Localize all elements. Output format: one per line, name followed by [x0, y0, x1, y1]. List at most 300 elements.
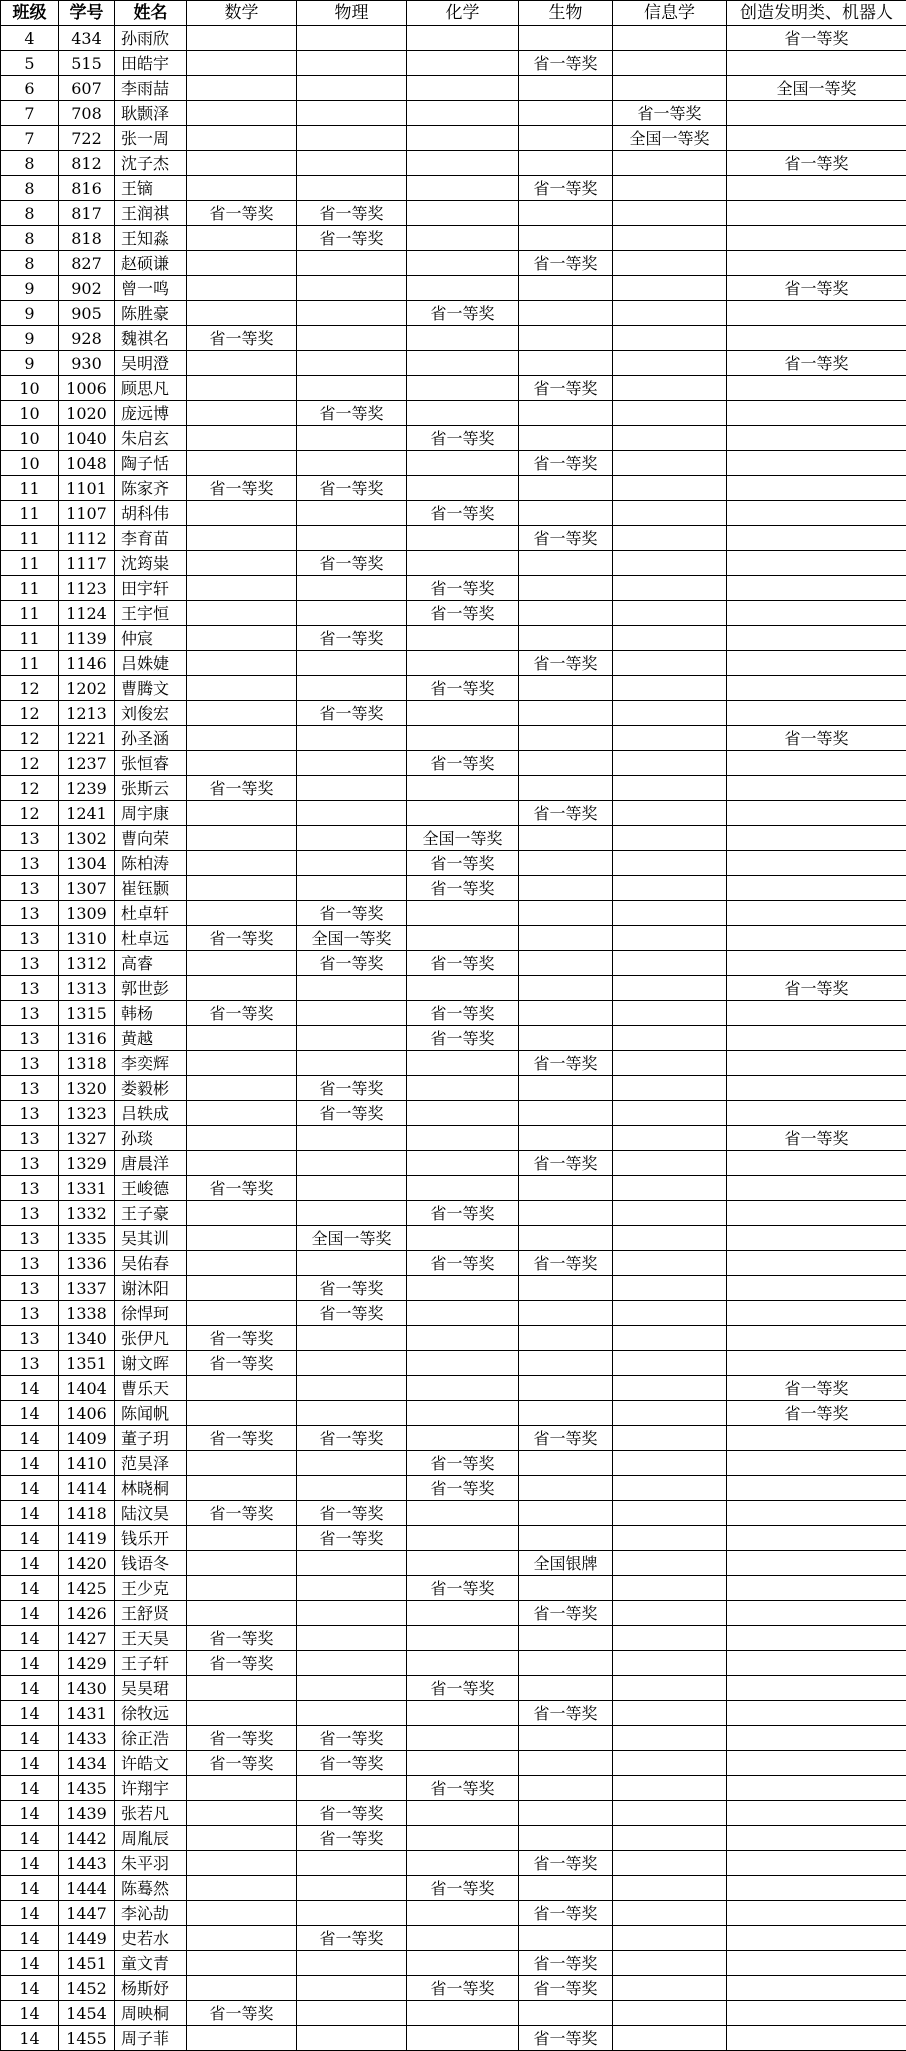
cell-invention-robotics — [727, 1601, 906, 1626]
cell-chemistry: 省一等奖 — [407, 1576, 519, 1601]
cell-invention-robotics — [727, 851, 906, 876]
cell-physics — [297, 1026, 407, 1051]
cell-invention-robotics — [727, 1226, 906, 1251]
cell-informatics — [613, 1226, 727, 1251]
cell-informatics — [613, 1701, 727, 1726]
table-row — [1, 651, 906, 676]
cell-informatics — [613, 726, 727, 751]
cell-invention-robotics — [727, 1451, 906, 1476]
cell-name: 周映桐 — [115, 2001, 187, 2026]
cell-informatics — [613, 1551, 727, 1576]
cell-invention-robotics — [727, 201, 906, 226]
header-physics: 物理 — [297, 1, 407, 26]
cell-math — [187, 1201, 297, 1226]
cell-informatics — [613, 926, 727, 951]
table-row — [1, 1901, 906, 1926]
table-row — [1, 1676, 906, 1701]
cell-informatics — [613, 776, 727, 801]
cell-biology — [519, 1501, 613, 1526]
cell-name: 崔钰颢 — [115, 876, 187, 901]
cell-student-id: 1327 — [59, 1126, 115, 1151]
cell-biology — [519, 326, 613, 351]
table-row — [1, 1251, 906, 1276]
table-row — [1, 301, 906, 326]
cell-math — [187, 376, 297, 401]
table-row — [1, 526, 906, 551]
cell-class: 12 — [1, 776, 59, 801]
cell-student-id: 1336 — [59, 1251, 115, 1276]
cell-physics: 省一等奖 — [297, 551, 407, 576]
cell-physics — [297, 876, 407, 901]
cell-chemistry — [407, 1751, 519, 1776]
cell-invention-robotics — [727, 601, 906, 626]
cell-informatics — [613, 826, 727, 851]
cell-class: 12 — [1, 751, 59, 776]
table-row — [1, 1726, 906, 1751]
table-row — [1, 901, 906, 926]
table-row — [1, 1326, 906, 1351]
cell-name: 王润祺 — [115, 201, 187, 226]
cell-student-id: 1410 — [59, 1451, 115, 1476]
cell-invention-robotics — [727, 901, 906, 926]
cell-class: 7 — [1, 126, 59, 151]
cell-class: 14 — [1, 1851, 59, 1876]
cell-invention-robotics — [727, 1801, 906, 1826]
cell-physics — [297, 1051, 407, 1076]
cell-informatics — [613, 876, 727, 901]
cell-physics — [297, 1676, 407, 1701]
cell-student-id: 1454 — [59, 2001, 115, 2026]
cell-math — [187, 1476, 297, 1501]
cell-biology: 省一等奖 — [519, 1426, 613, 1451]
cell-chemistry — [407, 101, 519, 126]
cell-math — [187, 651, 297, 676]
cell-chemistry — [407, 976, 519, 1001]
cell-class: 12 — [1, 701, 59, 726]
cell-informatics — [613, 1501, 727, 1526]
cell-student-id: 1123 — [59, 576, 115, 601]
cell-chemistry: 省一等奖 — [407, 1476, 519, 1501]
cell-biology — [519, 1001, 613, 1026]
cell-name: 吕姝婕 — [115, 651, 187, 676]
cell-math — [187, 751, 297, 776]
cell-physics — [297, 51, 407, 76]
cell-biology — [519, 1751, 613, 1776]
cell-biology: 省一等奖 — [519, 1151, 613, 1176]
cell-name: 魏祺名 — [115, 326, 187, 351]
cell-biology — [519, 1826, 613, 1851]
cell-class: 13 — [1, 1126, 59, 1151]
cell-informatics — [613, 1951, 727, 1976]
cell-physics — [297, 301, 407, 326]
cell-math — [187, 601, 297, 626]
cell-math: 省一等奖 — [187, 776, 297, 801]
cell-name: 高睿 — [115, 951, 187, 976]
cell-class: 13 — [1, 976, 59, 1001]
cell-chemistry: 省一等奖 — [407, 951, 519, 976]
cell-class: 9 — [1, 301, 59, 326]
cell-class: 14 — [1, 1801, 59, 1826]
cell-math — [187, 901, 297, 926]
cell-name: 王天昊 — [115, 1626, 187, 1651]
cell-class: 11 — [1, 601, 59, 626]
cell-biology: 省一等奖 — [519, 526, 613, 551]
cell-physics — [297, 101, 407, 126]
cell-name: 王子轩 — [115, 1651, 187, 1676]
cell-biology — [519, 976, 613, 1001]
header-class: 班级 — [1, 1, 59, 26]
cell-informatics — [613, 851, 727, 876]
cell-biology — [519, 26, 613, 51]
table-row — [1, 351, 906, 376]
cell-biology — [519, 1726, 613, 1751]
cell-biology: 省一等奖 — [519, 1701, 613, 1726]
cell-physics: 省一等奖 — [297, 626, 407, 651]
table-row — [1, 751, 906, 776]
cell-math — [187, 401, 297, 426]
cell-informatics — [613, 1826, 727, 1851]
cell-name: 童文青 — [115, 1951, 187, 1976]
cell-invention-robotics: 省一等奖 — [727, 26, 906, 51]
cell-invention-robotics: 省一等奖 — [727, 351, 906, 376]
cell-invention-robotics — [727, 576, 906, 601]
cell-chemistry — [407, 151, 519, 176]
cell-student-id: 1455 — [59, 2026, 115, 2051]
cell-invention-robotics — [727, 226, 906, 251]
cell-class: 11 — [1, 526, 59, 551]
cell-biology — [519, 601, 613, 626]
cell-name: 徐正浩 — [115, 1726, 187, 1751]
cell-physics — [297, 1651, 407, 1676]
cell-biology — [519, 151, 613, 176]
cell-class: 13 — [1, 1051, 59, 1076]
table-row — [1, 276, 906, 301]
cell-math: 省一等奖 — [187, 1726, 297, 1751]
cell-informatics — [613, 1326, 727, 1351]
cell-biology: 全国银牌 — [519, 1551, 613, 1576]
cell-student-id: 1221 — [59, 726, 115, 751]
table-row — [1, 926, 906, 951]
cell-informatics — [613, 1176, 727, 1201]
cell-student-id: 1146 — [59, 651, 115, 676]
cell-physics — [297, 176, 407, 201]
table-row — [1, 1801, 906, 1826]
cell-physics — [297, 1701, 407, 1726]
cell-student-id: 1316 — [59, 1026, 115, 1051]
cell-student-id: 1006 — [59, 376, 115, 401]
cell-chemistry — [407, 1176, 519, 1201]
cell-biology — [519, 101, 613, 126]
cell-biology — [519, 851, 613, 876]
table-row — [1, 426, 906, 451]
cell-name: 张恒睿 — [115, 751, 187, 776]
cell-biology — [519, 276, 613, 301]
cell-name: 唐晨洋 — [115, 1151, 187, 1176]
cell-name: 胡科伟 — [115, 501, 187, 526]
table-row — [1, 1576, 906, 1601]
cell-student-id: 1313 — [59, 976, 115, 1001]
cell-name: 陈胜豪 — [115, 301, 187, 326]
cell-invention-robotics: 省一等奖 — [727, 976, 906, 1001]
cell-biology — [519, 551, 613, 576]
table-row — [1, 1651, 906, 1676]
table-row — [1, 1601, 906, 1626]
cell-biology — [519, 876, 613, 901]
cell-math — [187, 876, 297, 901]
cell-student-id: 1447 — [59, 1901, 115, 1926]
cell-chemistry — [407, 1501, 519, 1526]
table-row — [1, 26, 906, 51]
cell-math — [187, 1601, 297, 1626]
cell-biology — [519, 501, 613, 526]
cell-name: 沈筠粜 — [115, 551, 187, 576]
cell-chemistry: 省一等奖 — [407, 1976, 519, 2001]
cell-physics — [297, 976, 407, 1001]
cell-informatics — [613, 1851, 727, 1876]
cell-informatics — [613, 151, 727, 176]
cell-math — [187, 1901, 297, 1926]
cell-name: 徐牧远 — [115, 1701, 187, 1726]
cell-biology: 省一等奖 — [519, 1976, 613, 2001]
cell-chemistry — [407, 76, 519, 101]
cell-student-id: 1443 — [59, 1851, 115, 1876]
cell-informatics — [613, 601, 727, 626]
cell-student-id: 902 — [59, 276, 115, 301]
cell-informatics — [613, 1376, 727, 1401]
cell-chemistry — [407, 801, 519, 826]
cell-informatics — [613, 226, 727, 251]
cell-class: 11 — [1, 576, 59, 601]
cell-student-id: 1425 — [59, 1576, 115, 1601]
cell-physics — [297, 1476, 407, 1501]
cell-informatics — [613, 651, 727, 676]
cell-class: 11 — [1, 551, 59, 576]
cell-name: 史若水 — [115, 1926, 187, 1951]
table-row — [1, 776, 906, 801]
cell-informatics — [613, 1676, 727, 1701]
cell-chemistry — [407, 251, 519, 276]
cell-invention-robotics — [727, 1676, 906, 1701]
cell-name: 孙雨欣 — [115, 26, 187, 51]
cell-biology — [519, 1801, 613, 1826]
cell-class: 13 — [1, 1326, 59, 1351]
cell-informatics — [613, 551, 727, 576]
cell-physics: 省一等奖 — [297, 476, 407, 501]
cell-invention-robotics — [727, 1076, 906, 1101]
cell-biology: 省一等奖 — [519, 251, 613, 276]
cell-physics — [297, 751, 407, 776]
cell-math — [187, 801, 297, 826]
table-row — [1, 1226, 906, 1251]
cell-biology — [519, 1451, 613, 1476]
table-row — [1, 851, 906, 876]
cell-name: 郭世彭 — [115, 976, 187, 1001]
cell-invention-robotics — [727, 126, 906, 151]
cell-name: 娄毅彬 — [115, 1076, 187, 1101]
cell-chemistry: 省一等奖 — [407, 1676, 519, 1701]
cell-informatics — [613, 1976, 727, 2001]
cell-math — [187, 301, 297, 326]
cell-math: 省一等奖 — [187, 1626, 297, 1651]
cell-class: 13 — [1, 926, 59, 951]
cell-name: 王宇恒 — [115, 601, 187, 626]
cell-student-id: 1048 — [59, 451, 115, 476]
cell-chemistry — [407, 1926, 519, 1951]
cell-class: 8 — [1, 226, 59, 251]
cell-class: 14 — [1, 1401, 59, 1426]
cell-informatics — [613, 1001, 727, 1026]
cell-math — [187, 26, 297, 51]
cell-physics: 省一等奖 — [297, 1276, 407, 1301]
cell-chemistry — [407, 1076, 519, 1101]
cell-biology — [519, 1651, 613, 1676]
cell-name: 王少克 — [115, 1576, 187, 1601]
cell-biology — [519, 1076, 613, 1101]
cell-invention-robotics — [727, 826, 906, 851]
cell-invention-robotics — [727, 1101, 906, 1126]
header-invention-robotics: 创造发明类、机器人 — [727, 1, 906, 26]
cell-class: 14 — [1, 1576, 59, 1601]
cell-chemistry — [407, 926, 519, 951]
cell-math: 省一等奖 — [187, 926, 297, 951]
cell-invention-robotics — [727, 101, 906, 126]
cell-physics: 省一等奖 — [297, 1501, 407, 1526]
cell-chemistry: 省一等奖 — [407, 751, 519, 776]
cell-student-id: 1139 — [59, 626, 115, 651]
cell-class: 14 — [1, 1501, 59, 1526]
cell-student-id: 1409 — [59, 1426, 115, 1451]
cell-math — [187, 1376, 297, 1401]
cell-class: 13 — [1, 1101, 59, 1126]
cell-biology — [519, 1101, 613, 1126]
cell-physics — [297, 776, 407, 801]
cell-math: 省一等奖 — [187, 1001, 297, 1026]
cell-biology: 省一等奖 — [519, 1851, 613, 1876]
cell-chemistry — [407, 1951, 519, 1976]
cell-physics — [297, 1976, 407, 2001]
cell-physics — [297, 1451, 407, 1476]
cell-informatics — [613, 1276, 727, 1301]
cell-informatics — [613, 1301, 727, 1326]
table-row — [1, 951, 906, 976]
cell-chemistry — [407, 51, 519, 76]
cell-name: 曹腾文 — [115, 676, 187, 701]
cell-class: 14 — [1, 1376, 59, 1401]
cell-class: 7 — [1, 101, 59, 126]
cell-math — [187, 1526, 297, 1551]
cell-student-id: 1338 — [59, 1301, 115, 1326]
cell-invention-robotics — [727, 1876, 906, 1901]
cell-informatics — [613, 201, 727, 226]
cell-class: 10 — [1, 426, 59, 451]
cell-math — [187, 826, 297, 851]
table-row — [1, 226, 906, 251]
cell-chemistry — [407, 351, 519, 376]
cell-invention-robotics: 省一等奖 — [727, 276, 906, 301]
cell-student-id: 1426 — [59, 1601, 115, 1626]
cell-physics — [297, 501, 407, 526]
cell-class: 11 — [1, 476, 59, 501]
cell-chemistry — [407, 1126, 519, 1151]
table-row — [1, 126, 906, 151]
cell-invention-robotics — [727, 1901, 906, 1926]
cell-invention-robotics: 省一等奖 — [727, 151, 906, 176]
table-row — [1, 1951, 906, 1976]
cell-class: 13 — [1, 1201, 59, 1226]
cell-physics — [297, 1126, 407, 1151]
table-row — [1, 601, 906, 626]
cell-physics — [297, 826, 407, 851]
cell-name: 周子菲 — [115, 2026, 187, 2051]
cell-class: 5 — [1, 51, 59, 76]
cell-math — [187, 851, 297, 876]
cell-biology — [519, 1676, 613, 1701]
cell-math: 省一等奖 — [187, 201, 297, 226]
table-body — [1, 26, 906, 2051]
table-row — [1, 551, 906, 576]
cell-name: 谢沐阳 — [115, 1276, 187, 1301]
table-row — [1, 1276, 906, 1301]
cell-math: 省一等奖 — [187, 326, 297, 351]
cell-informatics — [613, 1201, 727, 1226]
cell-class: 8 — [1, 176, 59, 201]
cell-invention-robotics — [727, 1851, 906, 1876]
cell-name: 王子豪 — [115, 1201, 187, 1226]
cell-invention-robotics: 省一等奖 — [727, 1126, 906, 1151]
cell-math — [187, 1776, 297, 1801]
cell-student-id: 1107 — [59, 501, 115, 526]
cell-informatics — [613, 676, 727, 701]
cell-class: 9 — [1, 276, 59, 301]
cell-student-id: 930 — [59, 351, 115, 376]
cell-invention-robotics — [727, 301, 906, 326]
cell-invention-robotics — [727, 1476, 906, 1501]
cell-biology — [519, 1301, 613, 1326]
cell-invention-robotics — [727, 501, 906, 526]
cell-class: 10 — [1, 451, 59, 476]
cell-informatics — [613, 526, 727, 551]
cell-physics: 省一等奖 — [297, 901, 407, 926]
cell-chemistry: 省一等奖 — [407, 1451, 519, 1476]
table-row — [1, 826, 906, 851]
cell-student-id: 1444 — [59, 1876, 115, 1901]
cell-physics — [297, 1851, 407, 1876]
cell-name: 张斯云 — [115, 776, 187, 801]
cell-student-id: 812 — [59, 151, 115, 176]
table-row — [1, 726, 906, 751]
cell-math: 省一等奖 — [187, 2001, 297, 2026]
cell-informatics — [613, 1601, 727, 1626]
cell-name: 张伊凡 — [115, 1326, 187, 1351]
cell-invention-robotics — [727, 1001, 906, 1026]
header-name: 姓名 — [115, 1, 187, 26]
cell-informatics — [613, 1576, 727, 1601]
cell-name: 孙琰 — [115, 1126, 187, 1151]
cell-chemistry: 省一等奖 — [407, 1026, 519, 1051]
cell-invention-robotics — [727, 1151, 906, 1176]
cell-informatics — [613, 1251, 727, 1276]
cell-math: 省一等奖 — [187, 1176, 297, 1201]
cell-class: 14 — [1, 1551, 59, 1576]
cell-math — [187, 676, 297, 701]
table-row — [1, 1451, 906, 1476]
cell-class: 14 — [1, 1876, 59, 1901]
cell-informatics — [613, 1651, 727, 1676]
cell-math: 省一等奖 — [187, 1501, 297, 1526]
cell-chemistry — [407, 276, 519, 301]
cell-invention-robotics — [727, 1976, 906, 2001]
cell-math — [187, 76, 297, 101]
